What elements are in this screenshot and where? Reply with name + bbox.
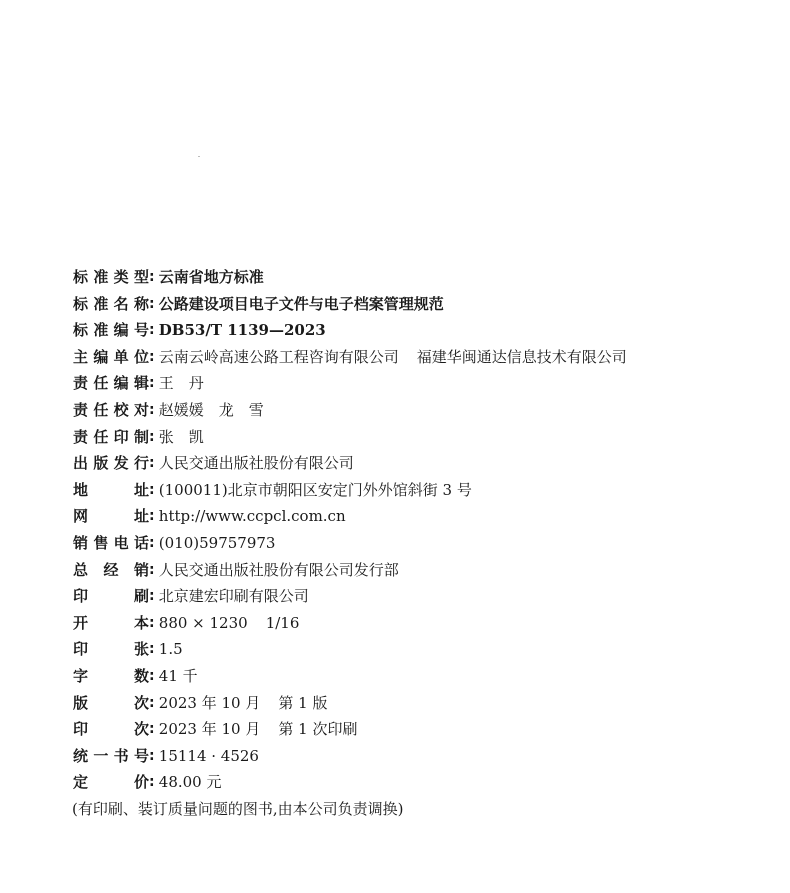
unified-book-number-value: 15114 · 4526 [158,746,259,765]
edition-label: 版次 [73,693,149,712]
responsible-proofreading-row: 责任校对: 赵媛媛 龙 雪 [73,397,773,424]
sheets-label: 印张 [73,640,149,659]
chief-editor-unit-1: 云南云岭高速公路工程咨询有限公司 [158,347,399,366]
word-count-row: 字数: 41 千 [73,663,773,690]
responsible-proofreading-label: 责任校对 [73,400,149,419]
unified-book-number-label: 统一书号 [73,746,149,765]
chief-editor-unit-2: 福建华闽通达信息技术有限公司 [416,347,627,366]
price-label: 定价 [73,773,149,792]
standard-number-value: DB53/T 1139—2023 [158,321,326,340]
word-count-value: 41 千 [158,666,198,685]
chief-editor-units-label: 主编单位 [73,347,149,366]
chief-editor-units-row: 主编单位: 云南云岭高速公路工程咨询有限公司 福建华闽通达信息技术有限公司 [73,344,773,371]
impression-row: 印次: 2023 年 10 月 第 1 次印刷 [73,716,773,743]
website-value: http://www.ccpcl.com.cn [158,507,346,526]
distributor-row: 总经销: 人民交通出版社股份有限公司发行部 [73,557,773,584]
sales-phone-label: 销售电话 [73,533,149,552]
publisher-label: 出版发行 [73,454,149,473]
standard-name-row: 标准名称: 公路建设项目电子文件与电子档案管理规范 [73,291,773,318]
standard-name-value: 公路建设项目电子文件与电子档案管理规范 [158,294,444,313]
website-row: 网址: http://www.ccpcl.com.cn [73,503,773,530]
printer-row: 印刷: 北京建宏印刷有限公司 [73,583,773,610]
impression-value: 第 1 次印刷 [278,720,358,739]
address-value: (100011)北京市朝阳区安定门外外馆斜街 3 号 [158,480,472,499]
word-count-label: 字数 [73,666,149,685]
publisher-value: 人民交通出版社股份有限公司 [158,454,354,473]
edition-date: 2023 年 10 月 [158,693,261,712]
format-row: 开本: 880 × 1230 1/16 [73,610,773,637]
responsible-editor-label: 责任编辑 [73,374,149,393]
website-label: 网址 [73,507,149,526]
price-value: 48.00 元 [158,773,222,792]
address-label: 地址 [73,480,149,499]
responsible-proofreading-value: 赵媛媛 龙 雪 [158,400,264,419]
edition-row: 版次: 2023 年 10 月 第 1 版 [73,690,773,717]
price-row: 定价: 48.00 元 [73,769,773,796]
distributor-label: 总经销 [73,560,149,579]
unified-book-number-row: 统一书号: 15114 · 4526 [73,743,773,770]
format-size: 880 × 1230 [158,613,248,632]
colophon-block [73,264,773,822]
responsible-editor-value: 王 丹 [158,374,204,393]
publisher-row: 出版发行: 人民交通出版社股份有限公司 [73,450,773,477]
footer-note: (有印刷、装订质量问题的图书,由本公司负责调换) [72,799,404,818]
standard-type-row: 标准类型: 云南省地方标准 [73,264,773,291]
standard-name-label: 标准名称 [73,294,149,313]
sales-phone-value: (010)59757973 [158,533,276,552]
printer-label: 印刷 [73,587,149,606]
standard-type-value: 云南省地方标准 [158,268,264,286]
distributor-value: 人民交通出版社股份有限公司发行部 [158,560,399,579]
sheets-value: 1.5 [158,640,183,659]
printer-value: 北京建宏印刷有限公司 [158,587,309,606]
impression-date: 2023 年 10 月 [158,720,261,739]
scan-speck [198,156,200,157]
standard-number-label: 标准编号 [73,321,149,340]
edition-value: 第 1 版 [278,693,328,712]
sales-phone-row: 销售电话: (010)59757973 [73,530,773,557]
responsible-printing-row: 责任印制: 张 凯 [73,424,773,451]
address-row: 地址: (100011)北京市朝阳区安定门外外馆斜街 3 号 [73,477,773,504]
format-fraction: 1/16 [265,613,300,632]
standard-number-row: 标准编号: DB53/T 1139—2023 [73,317,773,344]
responsible-editor-row: 责任编辑: 王 丹 [73,370,773,397]
format-label: 开本 [73,613,149,632]
responsible-printing-label: 责任印制 [73,427,149,446]
sheets-row: 印张: 1.5 [73,636,773,663]
responsible-printing-value: 张 凯 [158,427,204,446]
impression-label: 印次 [73,720,149,739]
standard-type-label: 标准类型 [73,268,149,286]
